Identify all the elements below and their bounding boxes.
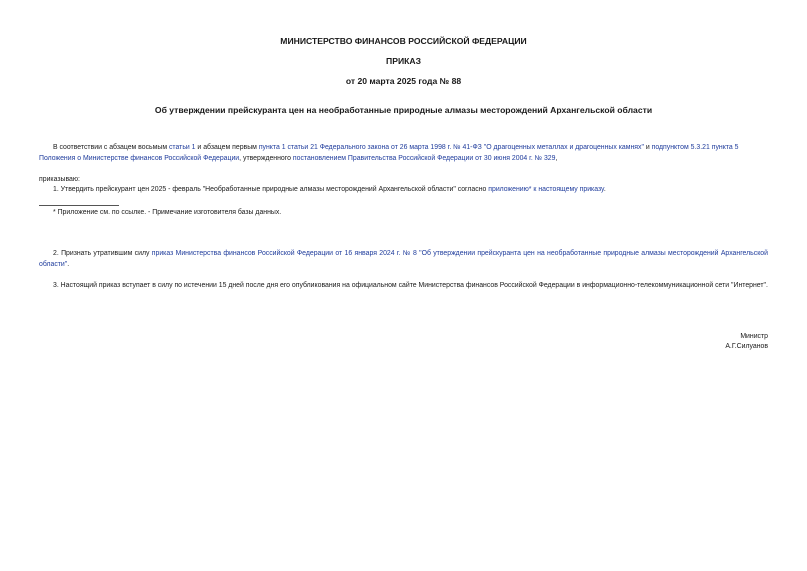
link-ministry-regulation[interactable]: подпунктом 5.3.21 пункта 5 Положения о Министерстве финансов Российской Федерации <box>39 144 739 162</box>
item-1-text: . <box>603 186 606 193</box>
preamble-text: и <box>643 144 652 151</box>
item-2-text: 2. Признать утратившим силу <box>53 250 152 257</box>
link-federal-law-41fz[interactable]: пункта 1 статьи 21 Федерального закона от 26 марта 1998 г. № 41-ФЗ "О драгоценных металлах и драгоценных камнях" <box>258 144 644 151</box>
item-1-text: 1. Утвердить прейскурант цен 2025 - февраль "Необработанные природные алмазы месторождений Архангельской области" согласно <box>53 186 489 193</box>
preamble-paragraph <box>39 143 768 164</box>
link-article-1[interactable]: статьи 1 <box>168 144 196 151</box>
item-3-paragraph: 3. Настоящий приказ вступает в силу по истечении 15 дней после дня его опубликования на официальном сайте Министерства финансов Российской Федерации в информационно-телекоммуникационной сети "Интернет". <box>53 282 768 289</box>
document-date-number: от 20 марта 2025 года № 88 <box>345 76 462 86</box>
item-2-paragraph <box>39 249 768 270</box>
preamble-text: и абзацем первым <box>195 144 259 151</box>
link-government-decree-329[interactable]: постановлением Правительства Российской Федерации от 30 июня 2004 г. № 329 <box>292 154 556 162</box>
document-type: ПРИКАЗ <box>386 56 421 66</box>
preamble-text: В соответствии с абзацем восьмым <box>53 144 169 151</box>
signature-name: А.Г.Силуанов <box>725 343 768 350</box>
link-repealed-order-8[interactable]: приказ Министерства финансов Российской Федерации от 16 января 2024 г. № 8 "Об утверждении прейскуранта цен на необработанные природные алмазы месторождений Архангельской области" <box>39 250 768 268</box>
preamble-text: , <box>555 154 558 162</box>
footnote-divider <box>39 205 119 206</box>
preamble-text: , утвержденного <box>239 154 293 162</box>
item-1-paragraph <box>39 185 768 196</box>
ministry-heading: МИНИСТЕРСТВО ФИНАНСОВ РОССИЙСКОЙ ФЕДЕРАЦИИ <box>280 36 527 46</box>
footnote-text: * Приложение см. по ссылке. - Примечание изготовителя базы данных. <box>53 209 282 216</box>
item-2-text: . <box>67 260 70 268</box>
document-title: Об утверждении прейскуранта цен на необработанные природные алмазы месторождений Архангельской области <box>154 105 653 115</box>
signature-position: Министр <box>740 333 768 340</box>
orders-line: приказываю: <box>39 176 80 183</box>
link-appendix[interactable]: приложению* к настоящему приказу <box>488 186 604 193</box>
